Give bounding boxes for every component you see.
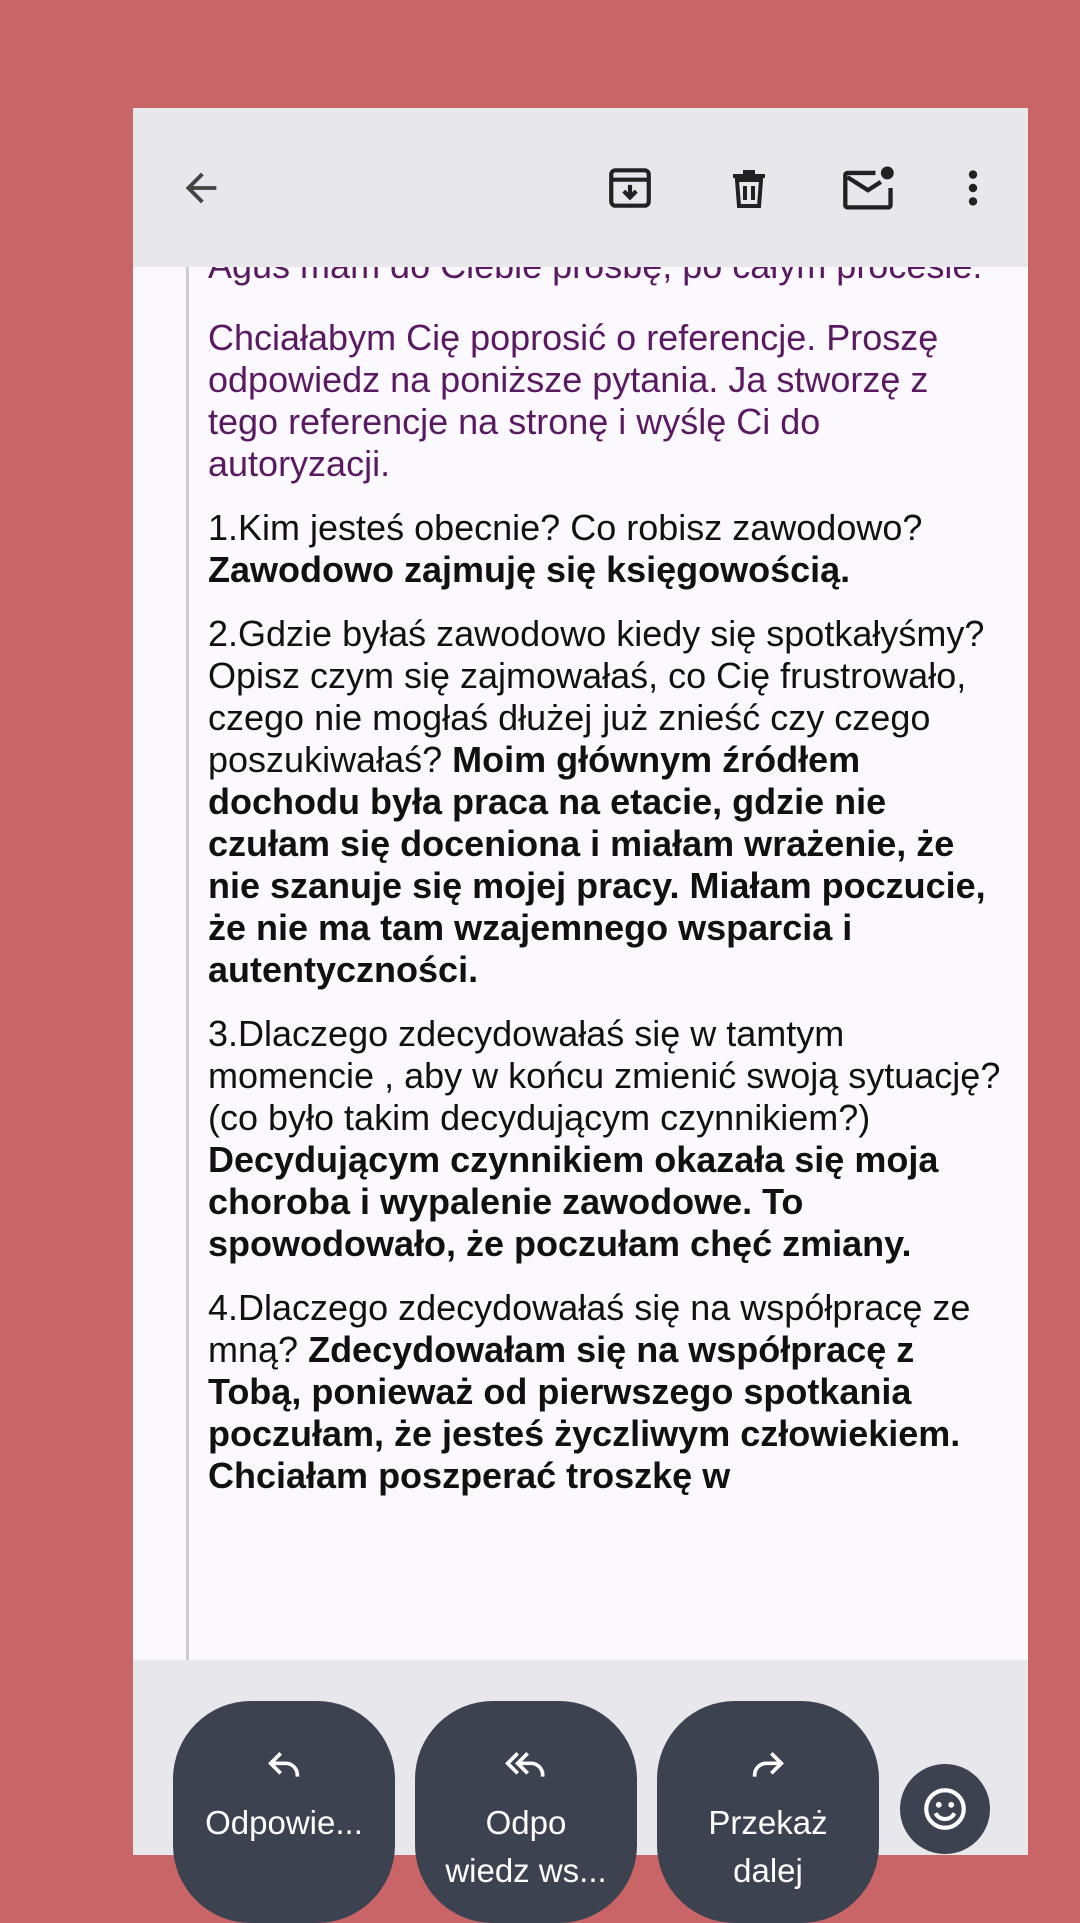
more-options-button[interactable] bbox=[933, 148, 1013, 228]
question-1-text: 1.Kim jesteś obecnie? Co robisz zawodowo? bbox=[208, 507, 923, 548]
question-4 bbox=[208, 1287, 1008, 1497]
reply-label: Odpowie... bbox=[205, 1804, 363, 1841]
reply-all-button[interactable] bbox=[415, 1701, 637, 1923]
question-4-text: 4.Dlaczego zdecydowałaś się na współpracę ze mną? bbox=[208, 1287, 971, 1370]
top-app-bar bbox=[133, 108, 1028, 267]
bottom-action-bar bbox=[133, 1660, 1028, 1889]
question-3-text: 3.Dlaczego zdecydowałaś się w tamtym momencie , aby w końcu zmienić swoją sytuację? (co było takim decydującym czynnikiem?) bbox=[208, 1013, 1001, 1138]
add-emoji-icon bbox=[920, 1784, 970, 1834]
answer-3-text: Decydującym czynnikiem okazała się moja choroba i wypalenie zawodowe. To spowodowało, że poczułam chęć zmiany. bbox=[208, 1139, 939, 1264]
question-2-text: 2.Gdzie byłaś zawodowo kiedy się spotkałyśmy? Opisz czym się zajmowałaś, co Cię frustrowało, czego nie mogłaś dłużej już znieść czy czego poszukiwałaś? bbox=[208, 613, 985, 780]
question-3 bbox=[208, 1013, 1008, 1265]
forward-button[interactable] bbox=[657, 1701, 879, 1923]
quoted-intro: Chciałabym Cię poprosić o referencje. Proszę odpowiedz na poniższe pytania. Ja stworzę z tego referencje na stronę i wyślę Ci do autoryzacji. bbox=[208, 317, 939, 484]
answer-1-text: Zawodowo zajmuję się księgowością. bbox=[208, 549, 851, 590]
emoji-reaction-button[interactable] bbox=[900, 1764, 990, 1854]
back-arrow-icon bbox=[178, 165, 224, 211]
forward-icon bbox=[747, 1745, 789, 1785]
archive-icon bbox=[605, 163, 655, 213]
mark-unread-button[interactable] bbox=[829, 148, 909, 228]
trash-icon bbox=[725, 164, 773, 212]
back-button[interactable] bbox=[161, 148, 241, 228]
more-vert-icon bbox=[950, 165, 996, 211]
archive-button[interactable] bbox=[590, 148, 670, 228]
email-screen bbox=[133, 108, 1028, 1889]
reply-all-icon bbox=[503, 1745, 549, 1785]
answer-2-text: Moim głównym źródłem dochodu była praca na etacie, gdzie nie czułam się doceniona i miałam wrażenie, że nie szanuje się mojej pracy. Miałam poczucie, że nie ma tam wzajemnego wsparcia i autentyczności. bbox=[208, 739, 986, 990]
message-text bbox=[208, 245, 1008, 1519]
reply-button[interactable] bbox=[173, 1701, 395, 1923]
quote-line bbox=[186, 267, 189, 1660]
reply-all-label: Odpo wiedz ws... bbox=[445, 1804, 607, 1889]
question-1 bbox=[208, 507, 1008, 591]
delete-button[interactable] bbox=[709, 148, 789, 228]
email-body[interactable] bbox=[133, 267, 1028, 1660]
reply-icon bbox=[263, 1745, 305, 1785]
mark-unread-icon bbox=[841, 163, 897, 213]
question-2 bbox=[208, 613, 1008, 991]
forward-label: Przekaż dalej bbox=[708, 1804, 828, 1889]
answer-4-text: Zdecydowałam się na współpracę z Tobą, ponieważ od pierwszego spotkania poczułam, że jesteś życzliwym człowiekiem. Chciałam poszperać troszkę w bbox=[208, 1329, 961, 1496]
